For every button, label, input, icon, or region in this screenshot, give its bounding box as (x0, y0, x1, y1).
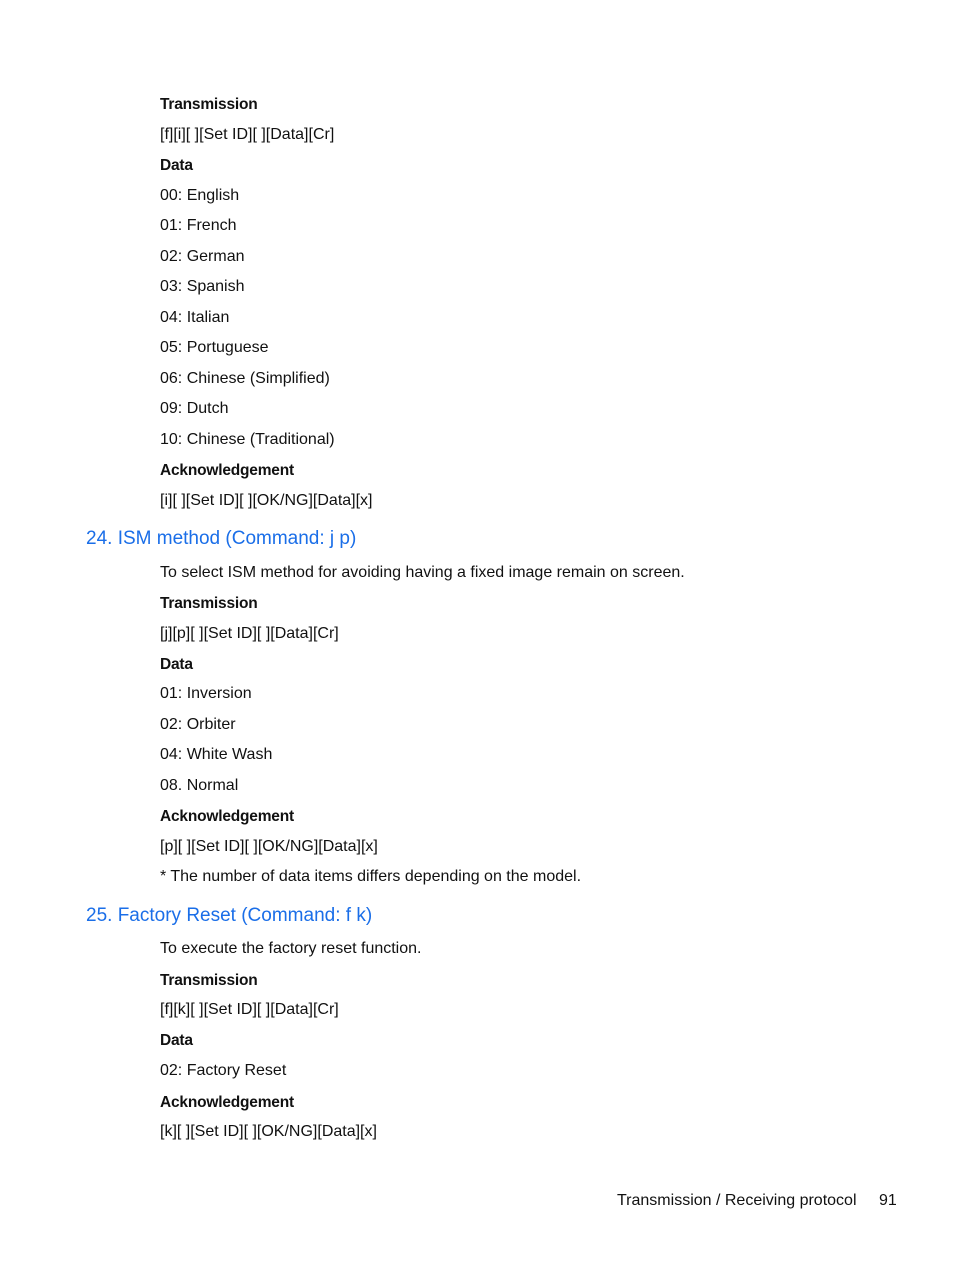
footnote: * The number of data items differs depending on the model. (160, 868, 582, 885)
transmission-value: [j][p][ ][Set ID][ ][Data][Cr] (160, 625, 339, 642)
transmission-value: [f][i][ ][Set ID][ ][Data][Cr] (160, 126, 335, 143)
acknowledgement-value: [i][ ][Set ID][ ][OK/NG][Data][x] (160, 492, 373, 509)
section-heading-factory-reset: 25. Factory Reset (Command: f k) (86, 905, 373, 926)
transmission-label: Transmission (160, 595, 258, 612)
acknowledgement-label: Acknowledgement (160, 808, 294, 825)
acknowledgement-label: Acknowledgement (160, 462, 294, 479)
transmission-label: Transmission (160, 96, 258, 113)
acknowledgement-value: [p][ ][Set ID][ ][OK/NG][Data][x] (160, 838, 378, 855)
section-description: To select ISM method for avoiding having a fixed image remain on screen. (160, 564, 685, 581)
data-item: 10: Chinese (Traditional) (160, 431, 335, 448)
section-heading-ism-method: 24. ISM method (Command: j p) (86, 528, 357, 549)
footer-section-title: Transmission / Receiving protocol (617, 1192, 857, 1209)
data-item: 01: French (160, 217, 237, 234)
data-item: 08. Normal (160, 777, 239, 794)
data-item: 05: Portuguese (160, 339, 269, 356)
data-item: 02: Orbiter (160, 716, 236, 733)
data-item: 09: Dutch (160, 400, 229, 417)
data-item: 04: White Wash (160, 746, 273, 763)
data-item: 02: German (160, 248, 245, 265)
data-item: 06: Chinese (Simplified) (160, 370, 330, 387)
transmission-label: Transmission (160, 972, 258, 989)
acknowledgement-label: Acknowledgement (160, 1094, 294, 1111)
transmission-value: [f][k][ ][Set ID][ ][Data][Cr] (160, 1001, 339, 1018)
data-label: Data (160, 656, 193, 673)
data-label: Data (160, 1032, 193, 1049)
data-item: 03: Spanish (160, 278, 245, 295)
data-label: Data (160, 157, 193, 174)
section-description: To execute the factory reset function. (160, 940, 422, 957)
data-item: 04: Italian (160, 309, 230, 326)
data-item: 01: Inversion (160, 685, 252, 702)
data-item: 00: English (160, 187, 240, 204)
acknowledgement-value: [k][ ][Set ID][ ][OK/NG][Data][x] (160, 1123, 377, 1140)
data-item: 02: Factory Reset (160, 1062, 287, 1079)
page-number: 91 (879, 1192, 897, 1209)
